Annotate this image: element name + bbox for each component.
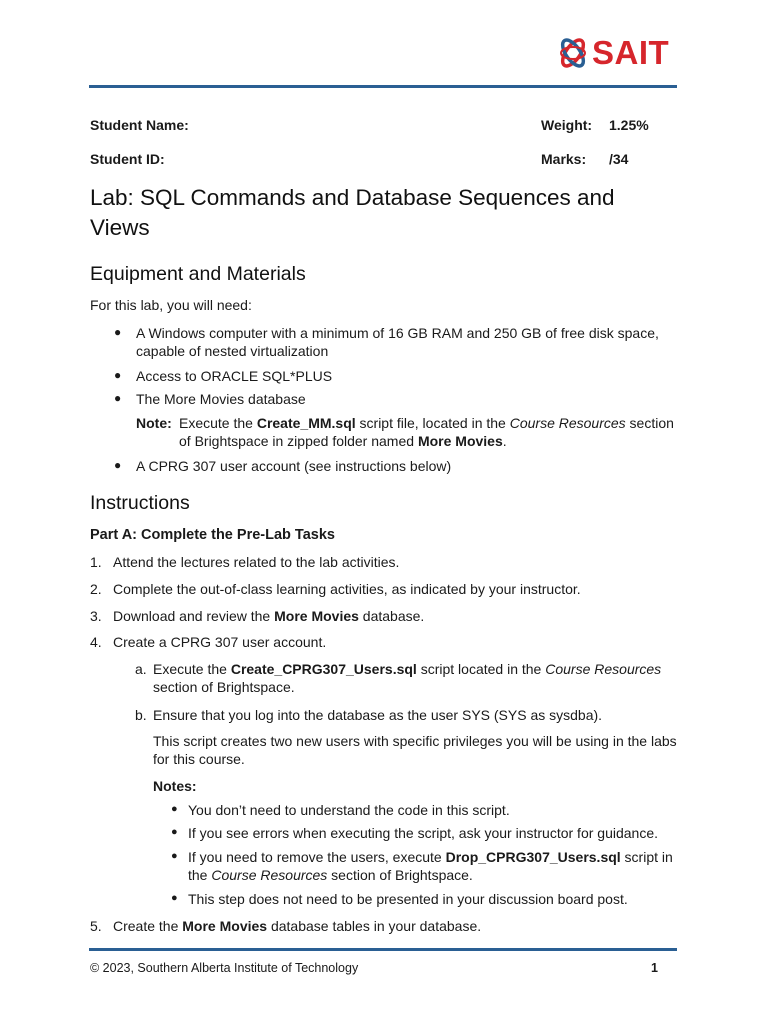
sait-logo — [556, 35, 680, 71]
title-line-2: Views — [90, 215, 150, 240]
instructions-heading: Instructions — [90, 492, 190, 514]
script-description — [153, 732, 698, 768]
equipment-item-1 — [136, 324, 696, 360]
weight-value: 1.25% — [609, 117, 649, 133]
student-name-label: Student Name: — [90, 117, 189, 133]
step-1-text: Attend the lectures related to the lab activities. — [113, 554, 400, 570]
page-number: 1 — [651, 961, 658, 975]
part-a-heading: Part A: Complete the Pre-Lab Tasks — [90, 527, 335, 543]
step-2-text: Complete the out-of-class learning activities, as indicated by your instructor. — [113, 581, 581, 597]
note-line-1: Execute the Create_MM.sql script file, located in the Course Resources section — [179, 415, 674, 431]
substep-a-line-1: Execute the Create_CPRG307_Users.sql script located in the Course Resources — [153, 661, 662, 677]
bullet-icon: ● — [171, 803, 178, 815]
substep-a-text — [153, 660, 693, 696]
sait-logo-icon — [556, 35, 590, 71]
note-item-2: If you see errors when executing the script, ask your instructor for guidance. — [188, 825, 659, 841]
bullet-icon: ● — [171, 892, 178, 904]
equipment-item-2: Access to ORACLE SQL*PLUS — [136, 368, 333, 384]
footer-copyright: © 2023, Southern Alberta Institute of Technology — [90, 961, 359, 975]
substep-letter: b. — [135, 707, 147, 723]
substep-a-line-2: section of Brightspace. — [153, 679, 295, 695]
equipment-item-1-line-1: A Windows computer with a minimum of 16 GB RAM and 250 GB of free disk space, — [136, 325, 659, 341]
substep-letter: a. — [135, 661, 147, 677]
note-item-1: You don’t need to understand the code in this script. — [188, 802, 510, 818]
marks-label: Marks: — [541, 151, 587, 167]
marks-value: /34 — [609, 151, 629, 167]
equipment-item-3: The More Movies database — [136, 391, 306, 407]
note-item-4: This step does not need to be presented in your discussion board post. — [188, 891, 628, 907]
script-description-line-2: for this course. — [153, 751, 245, 767]
title-line-1: Lab: SQL Commands and Database Sequences and — [90, 185, 615, 210]
step-number: 5. — [90, 918, 102, 934]
header-rule — [89, 85, 677, 88]
bullet-icon: ● — [114, 368, 122, 382]
note-line-2: of Brightspace in zipped folder named More Movies. — [179, 433, 507, 449]
equipment-heading: Equipment and Materials — [90, 263, 306, 285]
footer-rule — [89, 948, 677, 951]
equipment-intro: For this lab, you will need: — [90, 297, 252, 313]
weight-label: Weight: — [541, 117, 593, 133]
bullet-icon: ● — [114, 391, 122, 405]
bullet-icon: ● — [114, 325, 122, 339]
step-5-text: Create the More Movies database tables in your database. — [113, 918, 482, 934]
bullet-icon: ● — [171, 850, 178, 862]
substep-b-text: Ensure that you log into the database as the user SYS (SYS as sysdba). — [153, 707, 603, 723]
note-item-3-line-1: If you need to remove the users, execute Drop_CPRG307_Users.sql script in — [188, 849, 673, 865]
notes-label: Notes: — [153, 778, 197, 794]
note-item-3-line-2: the Course Resources section of Brightspace. — [188, 867, 473, 883]
note-text — [179, 414, 699, 450]
step-number: 2. — [90, 581, 102, 597]
note-label: Note: — [136, 415, 172, 431]
student-id-label: Student ID: — [90, 151, 165, 167]
equipment-item-4: A CPRG 307 user account (see instructions below) — [136, 458, 452, 474]
bullet-icon: ● — [114, 458, 122, 472]
step-4-text: Create a CPRG 307 user account. — [113, 634, 327, 650]
step-3-text: Download and review the More Movies database. — [113, 608, 425, 624]
script-description-line-1: This script creates two new users with specific privileges you will be using in the labs — [153, 733, 677, 749]
step-number: 1. — [90, 554, 102, 570]
step-number: 4. — [90, 634, 102, 650]
bullet-icon: ● — [171, 826, 178, 838]
step-number: 3. — [90, 608, 102, 624]
page-title — [90, 183, 690, 243]
equipment-item-1-line-2: capable of nested virtualization — [136, 343, 329, 359]
logo-text: SAIT — [592, 34, 670, 71]
note-item-3 — [188, 848, 688, 884]
